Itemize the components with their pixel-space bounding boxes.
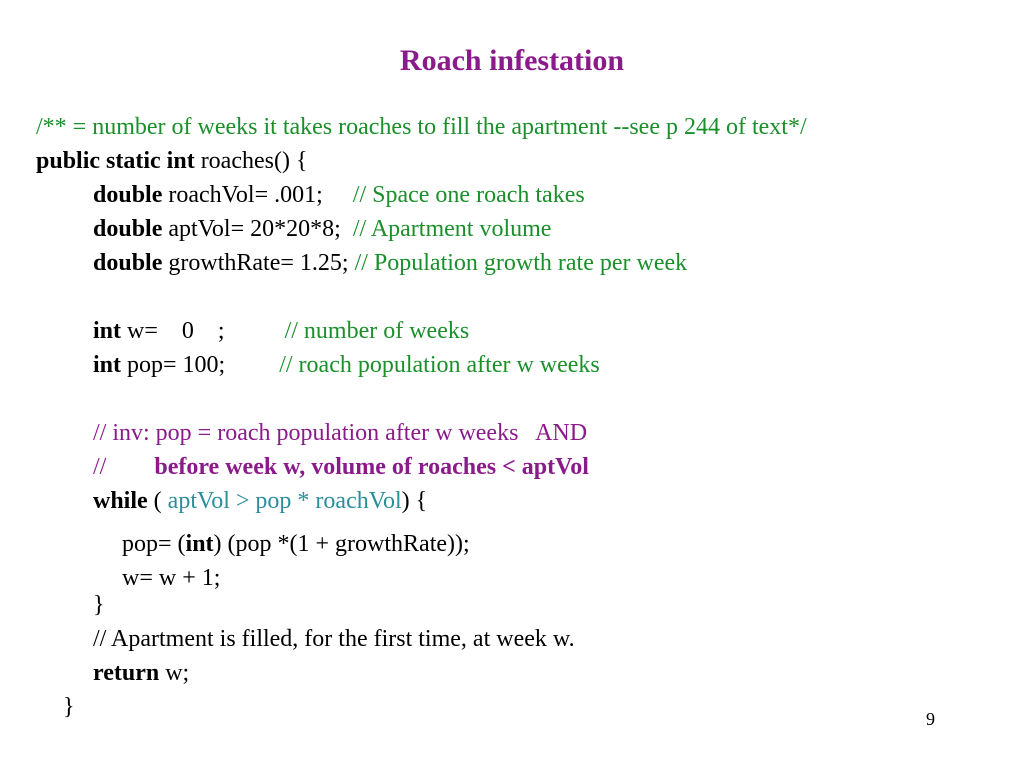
signature-rest: roaches() { — [194, 148, 308, 174]
code-line-roachvol — [93, 180, 585, 210]
code-comment: // Population growth rate per week — [354, 250, 688, 276]
code-comment: // Apartment volume — [352, 216, 552, 242]
method-signature — [36, 146, 307, 176]
code-line-w — [93, 316, 469, 346]
code-text: w; — [159, 660, 190, 686]
code-comment: // roach population after w weeks — [279, 352, 600, 378]
method-close-brace: } — [63, 694, 75, 720]
code-text: roachVol= .001; — [162, 182, 353, 208]
keyword: while — [93, 488, 148, 514]
signature-keywords: public static int — [36, 148, 195, 174]
code-text: pop= 100; — [121, 352, 280, 378]
code-text: growthRate= 1.25; — [162, 250, 355, 276]
code-text: w= 0 ; — [121, 318, 285, 344]
while-close: ) { — [401, 488, 428, 514]
code-text: ) (pop *(1 + growthRate)); — [213, 531, 470, 557]
slide-title: Roach infestation — [399, 44, 625, 77]
keyword: double — [93, 216, 163, 242]
code-text: pop= ( — [122, 531, 186, 557]
keyword: int — [185, 531, 214, 557]
invariant-prefix: // — [93, 454, 155, 480]
keyword: int — [93, 352, 122, 378]
invariant-line-2 — [93, 452, 589, 482]
header-comment: /** = number of weeks it takes roaches to fill the apartment --see p 244 of text*/ — [36, 114, 807, 140]
page-number: 9 — [926, 709, 935, 729]
code-text: aptVol= 20*20*8; — [162, 216, 353, 242]
code-comment: // number of weeks — [284, 318, 470, 344]
code-line-aptvol — [93, 214, 551, 244]
loop-close-brace: } — [93, 592, 105, 618]
invariant-line-1: // inv: pop = roach population after w weeks AND — [93, 420, 588, 446]
while-open: ( — [147, 488, 168, 514]
code-comment: // Space one roach takes — [352, 182, 585, 208]
keyword: return — [93, 660, 160, 686]
invariant-bold: before week w, volume of roaches < aptVol — [154, 454, 589, 480]
loop-body-line-2: w= w + 1; — [122, 565, 221, 591]
keyword: double — [93, 182, 163, 208]
keyword: double — [93, 250, 163, 276]
while-condition: aptVol > pop * roachVol — [167, 488, 402, 514]
loop-body-line-1 — [122, 529, 470, 559]
while-line — [93, 486, 427, 516]
return-line — [93, 658, 189, 688]
keyword: int — [93, 318, 122, 344]
post-loop-comment: // Apartment is filled, for the first time, at week w. — [93, 626, 575, 652]
code-line-growthrate — [93, 248, 687, 278]
code-line-pop — [93, 350, 600, 380]
